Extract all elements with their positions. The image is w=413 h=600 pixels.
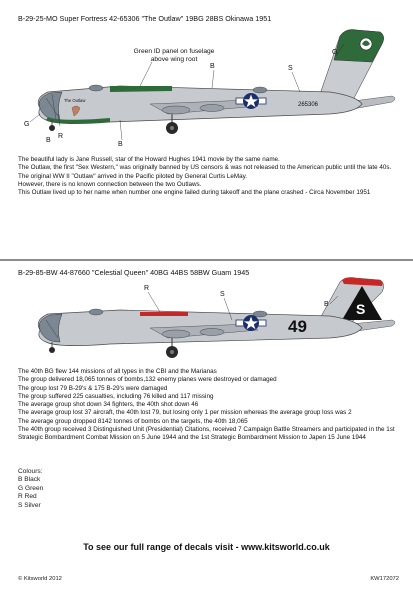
paragraph-line: However, there is no known connection between the two Outlaws. [18, 180, 202, 188]
callout-letter: G [332, 49, 338, 56]
callout-letter: B [118, 141, 123, 148]
callout-letter: B [210, 63, 215, 70]
section2-description [18, 368, 398, 443]
product-code: KW172072 [370, 576, 399, 582]
copyright: © Kitsworld 2012 [18, 576, 62, 582]
paragraph-line: The Outlaw, the first "Sex Western," was originally banned by US censors & was not released to the American public until the late 40s. The original WW II "Outlaw" arrived in the Pacific piloted by General Curtis LeMay. [18, 164, 392, 180]
callout-letter: S [288, 65, 293, 72]
paragraph-line: The 40th BG flew 144 missions of all types in the CBI and the Marianas [18, 368, 217, 375]
section1-description [18, 156, 398, 197]
paragraph-line: The beautiful lady is Jane Russell, star of the Howard Hughes 1941 movie by the same name. [18, 156, 280, 163]
paragraph-line: The group lost 79 B-29's & 175 B-29's were damaged [18, 384, 168, 392]
section-divider [0, 259, 413, 261]
aircraft-1-serial: 265306 [298, 102, 319, 108]
paragraph-line: This Outlaw lived up to her name when number one engine failed during takeoff and the plane crashed - Circa November 1951 [18, 189, 371, 197]
paragraph-line: The average group shot down 34 fighters, the 40th shot down 46 [18, 401, 199, 409]
green-id-panel-note: Green ID panel on fuselage above wing root [133, 48, 215, 63]
website-promo-link[interactable]: To see our full range of decals visit - www.kitsworld.co.uk [83, 542, 330, 552]
paragraph-line: The average group dropped 8142 tonnes of bombs on the targets, the 40th 18,065 [18, 417, 248, 425]
section2-title: B-29-85-BW 44-87660 "Celestial Queen" 40BG 44BS 58BW Guam 1945 [18, 268, 250, 277]
colour-key-item: B Black [18, 476, 41, 484]
callout-letter: G [24, 121, 30, 128]
colour-key-item: G Green [18, 484, 44, 492]
colour-key [18, 468, 43, 510]
paragraph-line: The 40th group received 3 Distinguished Unit (Presidential) Citations, received 7 Campaign Battle Streamers and participated in the 1st Strategic Bombardment Combat Mission on 5 June 1944 and the 1st Strategic Bombardment Mission to Japen 15 June 1944 [18, 426, 395, 442]
paragraph-line: The group delivered 18,065 tonnes of bombs,132 enemy planes were destroyed or damaged [18, 376, 277, 384]
paragraph-line: The average group lost 37 aircraft, the 40th lost 79, but losing only 1 per mission whereas the average group loss was 2 [18, 409, 352, 417]
callout-letter: R [144, 285, 150, 292]
aircraft-1-nose-text: The Outlaw [64, 98, 86, 103]
fuselage-number: 49 [288, 317, 307, 336]
callout-letter: S [220, 291, 225, 298]
paragraph-line: The group suffered 225 casualties, including 76 killed and 117 missing [18, 392, 214, 400]
tail-letter: S [356, 301, 366, 317]
colour-key-item: S Silver [18, 501, 41, 509]
callout-letter: R [58, 133, 64, 140]
callout-letter: B [324, 301, 329, 308]
aircraft-1-profile [0, 22, 413, 150]
aircraft-2-profile [0, 276, 413, 362]
colour-key-heading: Colours: [18, 468, 43, 475]
callout-letter: B [46, 137, 51, 144]
colour-key-item: R Red [18, 493, 37, 501]
b29-celestial-queen-illustration [0, 276, 413, 362]
section1-title: B-29-25-MO Super Fortress 42-65306 "The Outlaw" 19BG 28BS Okinawa 1951 [18, 14, 272, 23]
b29-outlaw-illustration [0, 22, 413, 150]
